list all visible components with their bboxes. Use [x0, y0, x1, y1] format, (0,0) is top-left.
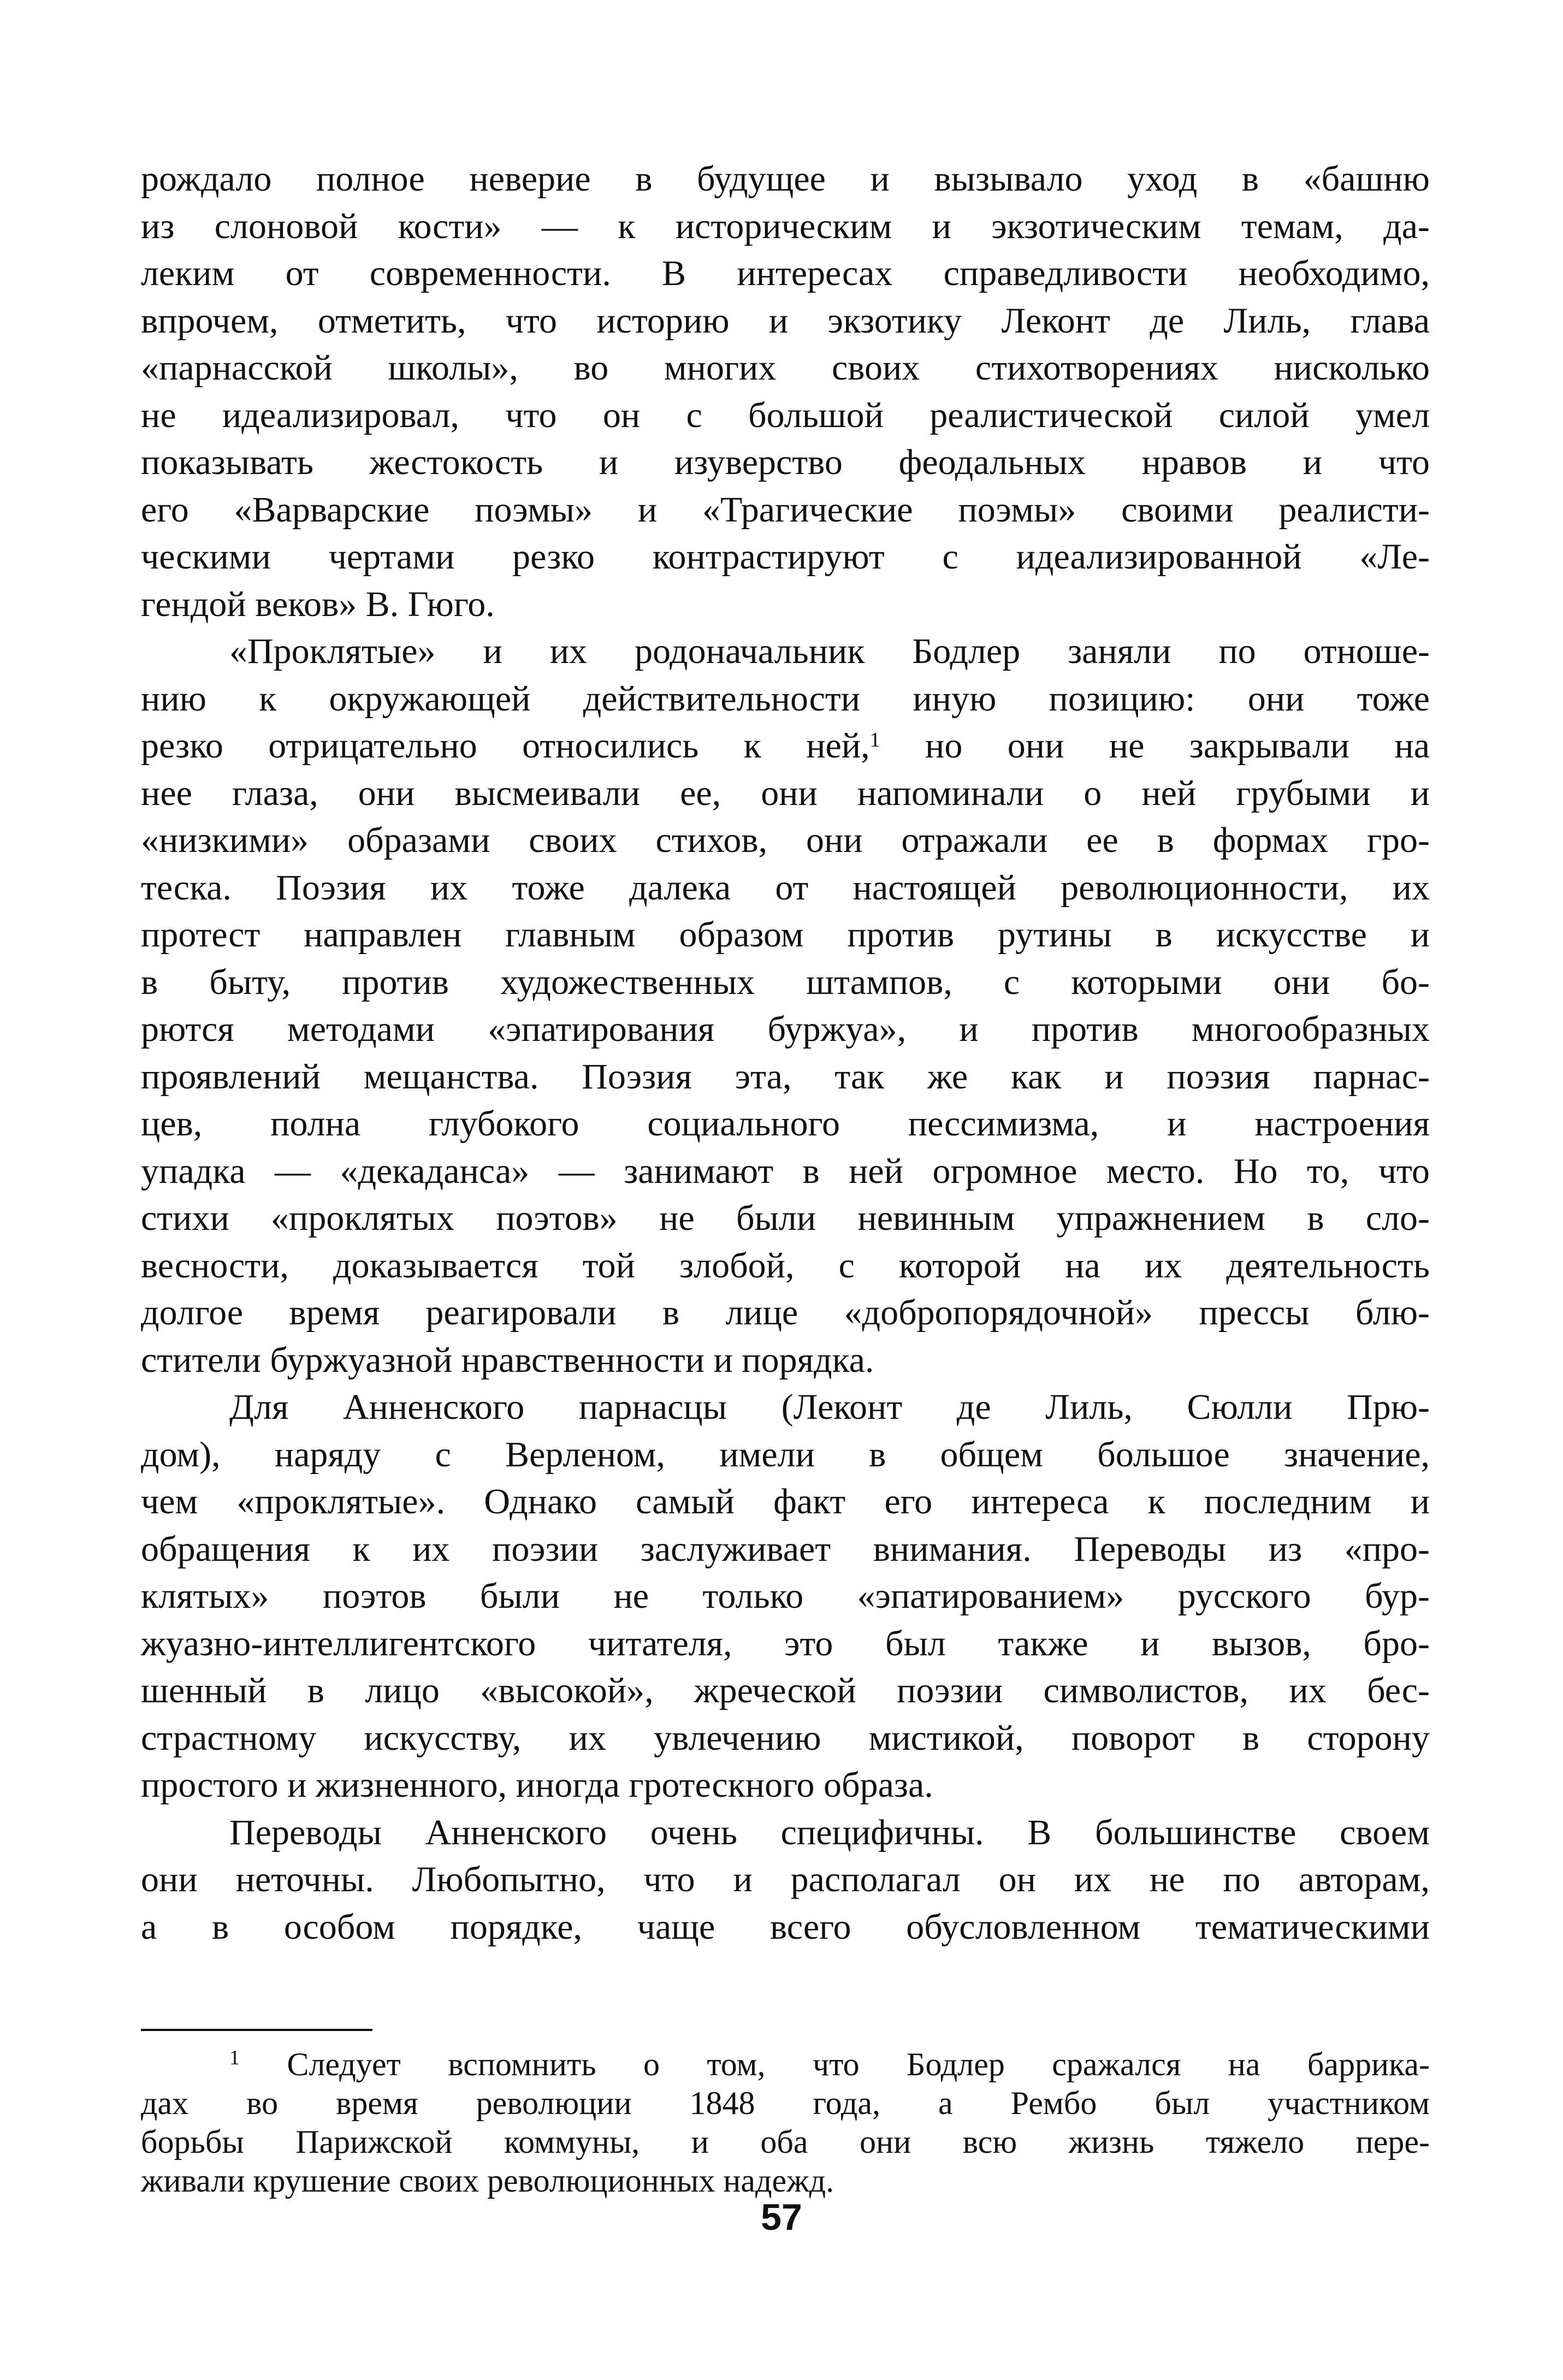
paragraph-start-line: Для Анненского парнасцы (Леконт де Лиль, Сюлли Прю- — [229, 1387, 1430, 1427]
text-line: клятых» поэтов были не только «эпатированием» русского бур- — [141, 1576, 1430, 1616]
text-line: дом), наряду с Верленом, имели в общем большое значение, — [141, 1434, 1430, 1475]
text-line-with-footnote — [141, 723, 1430, 770]
text-line: леким от современности. В интересах справедливости необходимо, — [141, 253, 1430, 293]
text-line: впрочем, отметить, что историю и экзотику Леконт де Лиль, глава — [141, 300, 1430, 341]
text-line: чем «проклятые». Однако самый факт его интереса к последним и — [141, 1482, 1430, 1521]
text-line: рются методами «эпатирования буржуа», и против многообразных — [141, 1009, 1430, 1049]
text-line: простого и жизненного, иногда гротескного образа. — [141, 1765, 933, 1805]
text-line: «низкими» образами своих стихов, они отражали ее в формах гро- — [141, 820, 1430, 860]
text-line: шенный в лицо «высокой», жреческой поэзии символистов, их бес- — [141, 1671, 1430, 1710]
text-line: страстному искусству, их увлечению мистикой, поворот в сторону — [141, 1718, 1430, 1758]
text-line: «парнасской школы», во многих своих стихотворениях нисколько — [141, 348, 1430, 388]
main-text — [141, 156, 1430, 1951]
text-segment: но они не закрывали на — [925, 726, 1430, 766]
footnote-line: дах во время революции 1848 года, а Рембо был участником — [141, 2085, 1430, 2121]
text-line: показывать жестокость и изуверство феодальных нравов и что — [141, 442, 1430, 482]
text-line: стители буржуазной нравственности и порядка. — [141, 1340, 874, 1380]
footnote-line: живали крушение своих революционных надежд. — [141, 2163, 834, 2199]
text-line: а в особом порядке, чаще всего обусловленном тематическими — [141, 1907, 1430, 1947]
page-number: 57 — [761, 2197, 802, 2238]
text-line: упадка — «декаданса» — занимают в ней огромное место. Но то, что — [141, 1151, 1430, 1191]
footnote-text: Следует вспомнить о том, что Бодлер сражался на баррика- — [287, 2046, 1430, 2082]
text-line: стихи «проклятых поэтов» не были невинным упражнением в сло- — [141, 1198, 1430, 1238]
text-line: из слоновой кости» — к историческим и экзотическим темам, да- — [141, 206, 1430, 246]
text-line: нее глаза, они высмеивали ее, они напоминали о ней грубыми и — [141, 773, 1430, 813]
paragraph-start-line: «Проклятые» и их родоначальник Бодлер заняли по отноше- — [229, 631, 1430, 671]
text-line: обращения к их поэзии заслуживает внимания. Переводы из «про- — [141, 1529, 1430, 1569]
footnote-mark: 1 — [229, 2046, 240, 2069]
text-line: весности, доказывается той злобой, с которой на их деятельность — [141, 1245, 1430, 1286]
text-line: рождало полное неверие в будущее и вызывало уход в «башню — [141, 159, 1430, 199]
text-line: его «Варварские поэмы» и «Трагические поэмы» своими реалисти- — [141, 489, 1430, 530]
footnote-reference: 1 — [869, 729, 880, 751]
footnote — [141, 2045, 1430, 2200]
text-line: цев, полна глубокого социального пессимизма, и настроения — [141, 1104, 1430, 1144]
text-line: они неточны. Любопытно, что и располагал он их не по авторам, — [141, 1860, 1430, 1899]
text-line: гендой веков» В. Гюго. — [141, 584, 495, 624]
text-line: теска. Поэзия их тоже далека от настоящей революционности, их — [141, 867, 1430, 908]
text-line: проявлений мещанства. Поэзия эта, так же как и поэзия парнас- — [141, 1056, 1430, 1097]
footnote-line — [141, 2045, 1430, 2084]
footnote-line: борьбы Парижской коммуны, и оба они всю жизнь тяжело пере- — [141, 2124, 1430, 2160]
text-line: в быту, против художественных штампов, с которыми они бо- — [141, 962, 1430, 1002]
text-line: не идеализировал, что он с большой реалистической силой умел — [141, 395, 1430, 435]
text-line: нию к окружающей действительности иную позицию: они тоже — [141, 678, 1430, 719]
text-line: протест направлен главным образом против рутины в искусстве и — [141, 915, 1430, 955]
text-line: долгое время реагировали в лице «добропорядочной» прессы блю- — [141, 1293, 1430, 1333]
text-segment: резко отрицательно относились к ней, — [141, 726, 870, 766]
text-line: жуазно-интеллигентского читателя, это был также и вызов, бро- — [141, 1623, 1430, 1663]
paragraph-start-line: Переводы Анненского очень специфичны. В большинстве своем — [229, 1812, 1430, 1852]
footnote-divider — [141, 2029, 372, 2031]
text-line: ческими чертами резко контрастируют с идеализированной «Ле- — [141, 537, 1430, 577]
